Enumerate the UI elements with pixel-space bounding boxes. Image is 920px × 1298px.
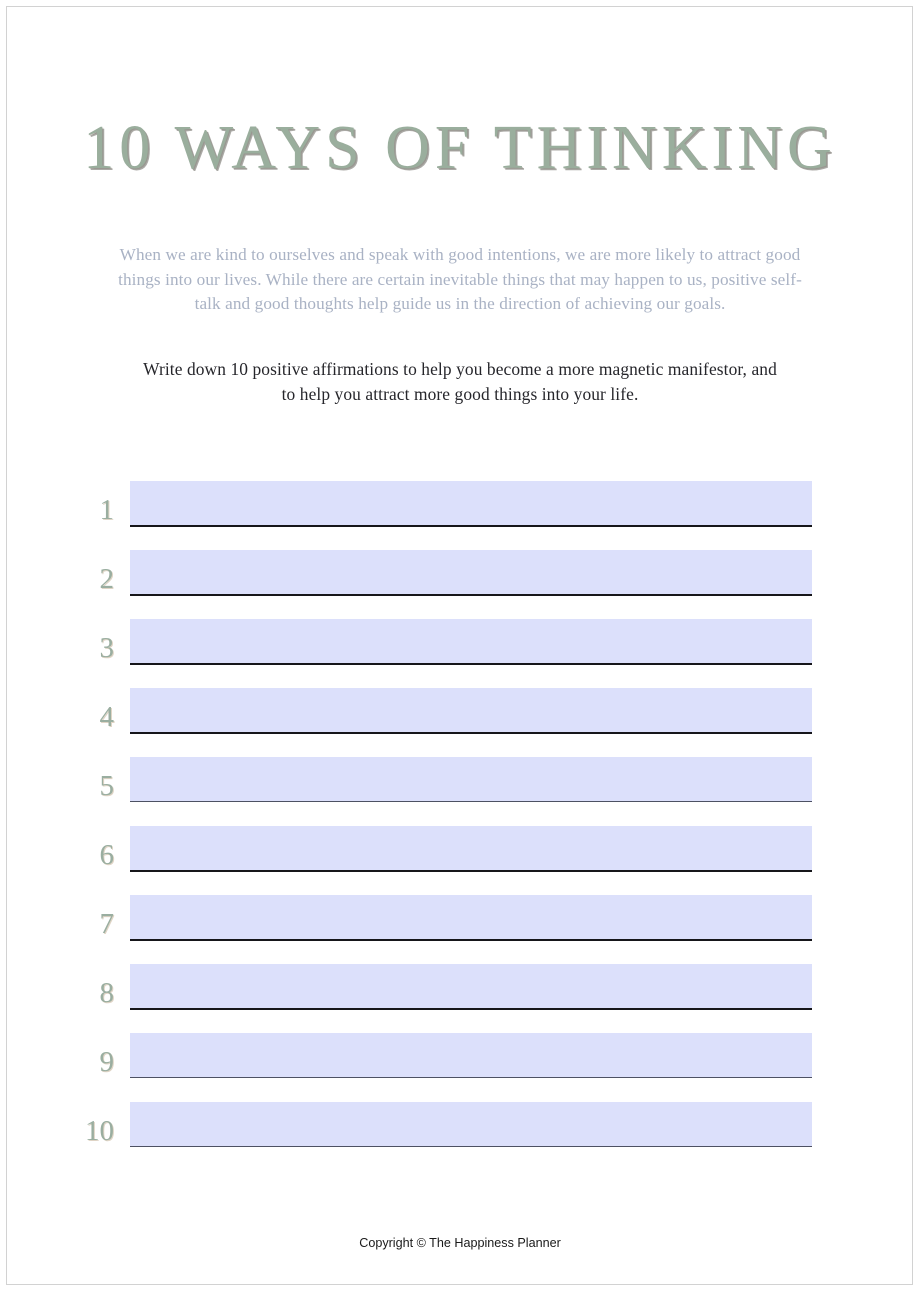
affirmation-row [0, 1102, 920, 1171]
affirmation-row-number: 7 [99, 908, 114, 940]
affirmation-field[interactable] [130, 688, 812, 734]
affirmation-field[interactable] [130, 550, 812, 596]
affirmation-row-number: 10 [85, 1115, 114, 1147]
affirmation-row [0, 550, 920, 619]
affirmation-row-number: 4 [99, 701, 114, 733]
affirmation-field[interactable] [130, 964, 812, 1010]
affirmation-row-number: 6 [99, 839, 114, 871]
affirmation-field[interactable] [130, 1033, 812, 1078]
intro-paragraph: When we are kind to ourselves and speak with good intentions, we are more likely to attract good things into our lives. While there are certain inevitable things that may happen to us, positive self-talk and good thoughts help guide us in the direction of achieving our goals. [118, 245, 802, 313]
affirmation-field[interactable] [130, 481, 812, 527]
affirmation-input[interactable] [130, 964, 812, 1008]
affirmation-list [0, 481, 920, 1171]
copyright-footer: Copyright © The Happiness Planner [359, 1236, 561, 1250]
affirmation-row [0, 619, 920, 688]
affirmation-row-number: 5 [99, 770, 114, 802]
page-title: 10 WAYS OF THINKING [83, 114, 837, 182]
affirmation-row [0, 481, 920, 550]
affirmation-input[interactable] [130, 550, 812, 594]
affirmation-field[interactable] [130, 826, 812, 872]
affirmation-input[interactable] [130, 826, 812, 870]
affirmation-row [0, 826, 920, 895]
affirmation-input[interactable] [130, 757, 812, 801]
affirmation-row-number: 1 [99, 494, 114, 526]
affirmation-row [0, 757, 920, 826]
affirmation-row [0, 688, 920, 757]
affirmation-input[interactable] [130, 481, 812, 525]
affirmation-row [0, 895, 920, 964]
affirmation-input[interactable] [130, 688, 812, 732]
affirmation-row-number: 8 [99, 977, 114, 1009]
affirmation-row-number: 2 [99, 563, 114, 595]
affirmation-row [0, 1033, 920, 1102]
affirmation-row [0, 964, 920, 1033]
instruction-paragraph: Write down 10 positive affirmations to help you become a more magnetic manifestor, and to help you attract more good things into your life. [143, 359, 777, 404]
affirmation-field[interactable] [130, 619, 812, 665]
affirmation-input[interactable] [130, 1033, 812, 1077]
affirmation-input[interactable] [130, 895, 812, 939]
affirmation-input[interactable] [130, 1102, 812, 1146]
affirmation-field[interactable] [130, 895, 812, 941]
affirmation-input[interactable] [130, 619, 812, 663]
affirmation-field[interactable] [130, 757, 812, 802]
affirmation-row-number: 9 [99, 1046, 114, 1078]
affirmation-row-number: 3 [99, 632, 114, 664]
affirmation-field[interactable] [130, 1102, 812, 1147]
